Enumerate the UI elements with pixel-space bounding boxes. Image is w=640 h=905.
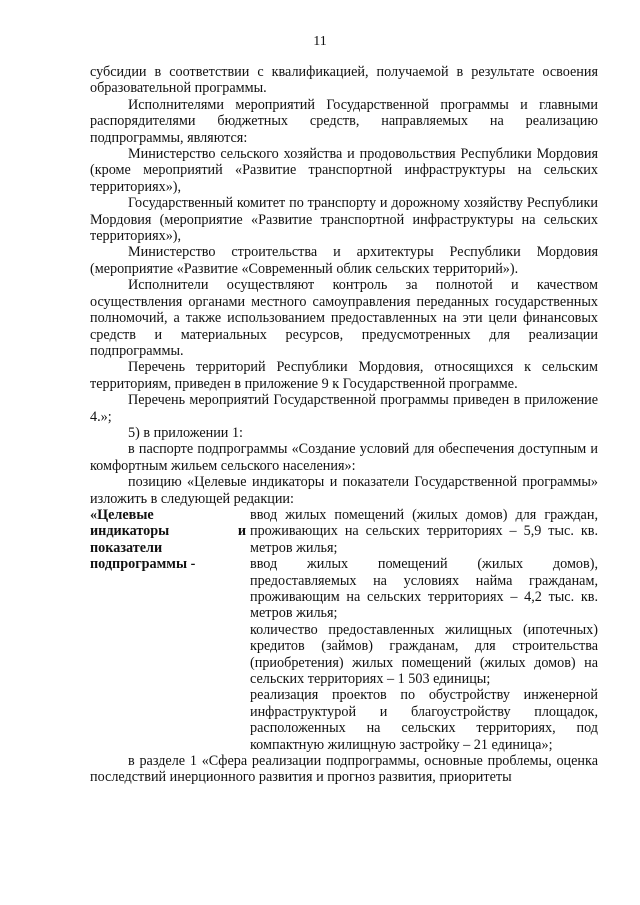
indicators-label-line: «Целевые <box>90 506 154 523</box>
indicator-value: количество предоставленных жилищных (ипотечных) кредитов (займов) гражданам, для строительства (приобретения) жилых помещений (жилых домов) на сельских территориях – 1 503 единицы; <box>250 621 598 688</box>
indicators-label-line: индикаторы и <box>90 523 246 540</box>
paragraph-measures-list: Перечень мероприятий Государственной программы приведен в приложение 4.»; <box>90 392 598 425</box>
indicator-value: ввод жилых помещений (жилых домов) для граждан, проживающих на сельских территориях – 5,9 тыс. кв. метров жилья; <box>250 506 598 556</box>
indicator-value: реализация проектов по обустройству инженерной инфраструктурой и благоустройству площадок, расположенных на сельских территориях, под компактную жилищную застройку – 21 единица»; <box>250 687 598 753</box>
paragraph-continuation: субсидии в соответствии с квалификацией, получаемой в результате освоения образовательной программы. <box>90 64 598 97</box>
indicators-label <box>90 507 250 753</box>
paragraph-state-committee-transport: Государственный комитет по транспорту и дорожному хозяйству Республики Мордовия (мероприятие «Развитие транспортной инфраструктуры на сельских территориях»), <box>90 195 598 245</box>
indicators-values <box>250 507 598 753</box>
indicator-value: ввод жилых помещений (жилых домов), предоставляемых на условиях найма гражданам, проживающим на сельских территориях – 4,2 тыс. кв. метров жилья; <box>250 556 598 622</box>
paragraph-executors-control: Исполнители осуществляют контроль за полнотой и качеством осуществления органами местного самоуправления переданных государственных полномочий, а также использованием предоставленных на эти цели финансовых средств и материальных ресурсов, предусмотренных для реализации подпрограммы. <box>90 277 598 359</box>
page-number: 11 <box>313 34 327 49</box>
paragraph-appendix-1: 5) в приложении 1: <box>128 424 243 441</box>
paragraph-executors: Исполнителями мероприятий Государственной программы и главными распорядителями бюджетных средств, направляемых на реализацию подпрограммы, являются: <box>90 96 598 146</box>
indicators-label-line: показатели <box>90 539 163 556</box>
paragraph-ministry-agriculture: Министерство сельского хозяйства и продовольствия Республики Мордовия (кроме мероприятий «Развитие транспортной инфраструктуры на сельских территориях»), <box>90 146 598 195</box>
paragraph-territories-list: Перечень территорий Республики Мордовия, относящихся к сельским территориям, приведен в приложение 9 к Государственной программе. <box>90 359 598 392</box>
indicators-block <box>90 507 598 753</box>
document-body <box>90 64 598 786</box>
indicators-label-line: подпрограммы - <box>90 556 196 573</box>
paragraph-position: позицию «Целевые индикаторы и показатели Государственной программы» изложить в следующей редакции: <box>90 474 598 507</box>
paragraph-passport: в паспорте подпрограммы «Создание условий для обеспечения доступным и комфортным жильем сельского населения»: <box>90 441 598 474</box>
paragraph-section-1: в разделе 1 «Сфера реализации подпрограммы, основные проблемы, оценка последствий инерционного развития и прогноз развития, приоритеты <box>90 753 598 786</box>
paragraph-ministry-construction: Министерство строительства и архитектуры Республики Мордовия (мероприятие «Развитие «Современный облик сельских территорий»). <box>90 244 598 277</box>
